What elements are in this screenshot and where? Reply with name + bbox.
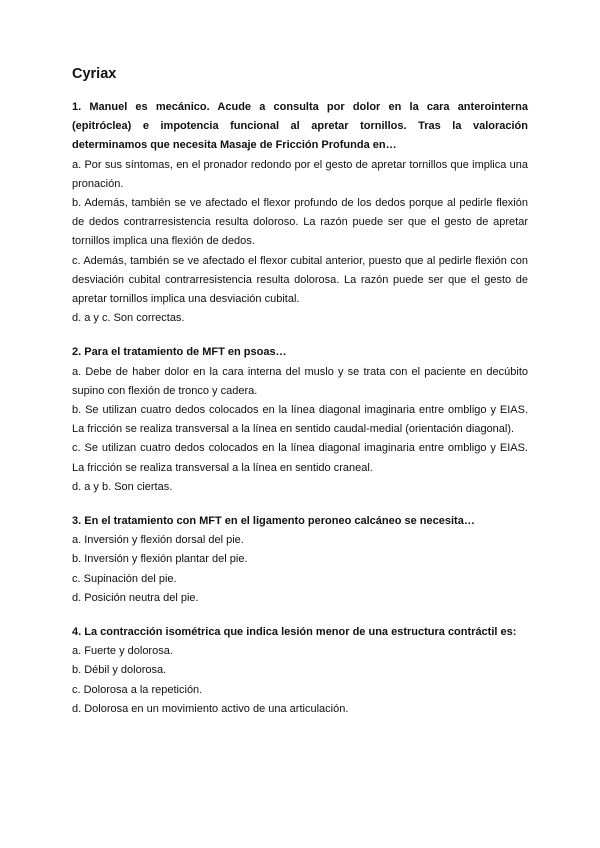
option-d: d. a y c. Son correctas. [72,312,185,325]
document-page [72,66,528,734]
option-a: a. Por sus síntomas, en el pronador redondo por el gesto de apretar tornillos que implica una pronación. [72,158,528,190]
option-c: c. Se utilizan cuatro dedos colocados en la línea diagonal imaginaria entre ombligo y EIAS. La fricción se realiza transversal a la línea en sentido craneal. [72,442,528,474]
option-a: a. Debe de haber dolor en la cara interna del muslo y se trata con el paciente en decúbito supino con flexión de tronco y cadera. [72,365,528,397]
question-stem: 4. La contracción isométrica que indica lesión menor de una estructura contráctil es: [72,626,517,639]
question-1 [72,98,528,328]
question-3 [72,512,528,608]
document-title: Cyriax [72,66,117,82]
option-c: c. Supinación del pie. [72,572,177,585]
option-a: a. Fuerte y dolorosa. [72,645,173,658]
question-stem: 2. Para el tratamiento de MFT en psoas… [72,346,287,359]
question-stem: 3. En el tratamiento con MFT en el ligamento peroneo calcáneo se necesita… [72,515,475,528]
option-d: d. Dolorosa en un movimiento activo de una articulación. [72,702,349,715]
option-c: c. Dolorosa a la repetición. [72,683,203,696]
option-b: b. Se utilizan cuatro dedos colocados en la línea diagonal imaginaria entre ombligo y EIAS. La fricción se realiza transversal a la línea en sentido caudal-medial (orientación diagonal). [72,404,528,436]
option-b: b. Débil y dolorosa. [72,664,167,677]
option-d: d. Posición neutra del pie. [72,591,199,604]
question-4 [72,623,528,719]
option-d: d. a y b. Son ciertas. [72,480,173,493]
question-stem: 1. Manuel es mecánico. Acude a consulta por dolor en la cara anterointerna (epitróclea) e impotencia funcional al apretar tornillos. Tras la valoración determinamos que necesita Masaje de Fricción Profunda en… [72,101,528,152]
option-a: a. Inversión y flexión dorsal del pie. [72,534,244,547]
option-b: b. Inversión y flexión plantar del pie. [72,553,248,566]
option-c: c. Además, también se ve afectado el flexor cubital anterior, puesto que al pedirle flexión con desviación cubital contrarresistencia resulta dolorosa. La razón puede ser que el gesto de apretar tornillos implica una desviación cubital. [72,254,528,306]
option-b: b. Además, también se ve afectado el flexor profundo de los dedos porque al pedirle flexión de dedos contrarresistencia resulta doloroso. La razón puede ser que el gesto de apretar tornillos implica una flexión de dedos. [72,197,528,248]
question-2 [72,343,528,497]
